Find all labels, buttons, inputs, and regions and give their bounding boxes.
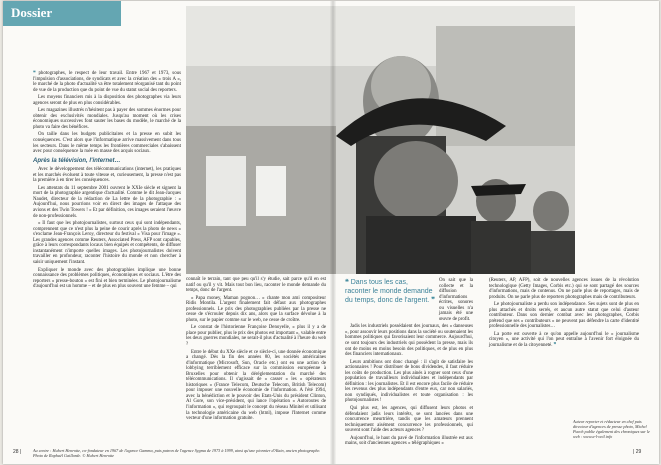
- photo-caption: Au centre : Hubert Henrotte, co-fondateur en 1967 de l'agence Gamma, puis patron de l'agence Sygma de 1973 à 1999, ainsi qu'une pionnier d'Alain, ancien photographe. Photo de Raphaël Gaillarde. © Hubert Henrotte: [33, 448, 321, 458]
- page-number-right: | 29: [633, 449, 642, 455]
- paragraph: La porte est ouverte à ce qu'on appelle aujourd'hui le « journalisme citoyen », une activité qui l'on peut entraîne à l'avenir fort éloignée du journalisme et de la citoyenneté.: [489, 331, 639, 349]
- quote-open-mark: ❝: [345, 279, 349, 286]
- text-column-2: [186, 277, 326, 424]
- author-note: Auteur reporter et rédacteur en chef puis directeur d'agences de presse photo, Michel Puech publie également des chroniques sur le web : www.a-l-oeil.info: [573, 419, 650, 439]
- paragraph: Les magazines illustrés n'hésitent pas à payer des sommes énormes pour obtenir des exclusivités mondiales. Jusqu'au moment où les crises économiques successives font sauter les bases du modèle, le marché de la photo va faire des bénéfices.: [33, 108, 181, 130]
- text-column-4: [489, 278, 639, 351]
- paragraph: Aujourd'hui, le haut du pavé de l'information illustrée est aux mains, soit d'anciennes agences « télégraphiques »: [345, 435, 473, 447]
- page-number-left: 28 |: [13, 449, 22, 455]
- subheading: Après la télévision, l'internet…: [33, 157, 121, 164]
- paragraph: (Reuters, AP, AFP), soit de nouvelles agences issues de la révolution technologique (Getty Images, Corbis etc.) qui se sont partagé des sources d'informations, mais de contenus. On ne parle plus de reportages, mais de produits. On ne parle plus de reporters photographes mais de contributeurs.: [489, 278, 639, 300]
- magazine-spread: [3, 1, 659, 464]
- paragraph: Expliquer le monde avec des photographies implique une bonne connaissance des problèmes politiques, économiques et sociaux. L'être des reporters « presse-bouton » est fini et bien terminées. Le photojournalisme d'aujourd'hui est un homme – et de plus en plus souvent une femme – qui: [33, 267, 181, 290]
- text-column-3: [345, 278, 473, 449]
- paragraph: Avec le développement des télécommunications (internet), les pratiques et les marchés évoluent à toute vitesse et, curieusement, la presse n'est pas la première à en tirer les conséquences.: [33, 167, 181, 184]
- paragraph: Jadis les industriels possédaient des journaux, des « danseuses », pour assouvir leurs positions dans la société ou soutenaient les hommes politiques qui favorisaient leur commerce. Aujourd'hui, ce sont toujours des industriels qui possèdent la presse, mais ils ont de moins en moins besoin des politiques, et de plus en plus des financiers internationaux.: [345, 324, 473, 358]
- paragraph: « Papa money, Maman pognon… » chante mon ami compositeur Ridis Montila. L'argent finalement fait défaut aux photographes professionnels. Le prix des photographies publiées par la presse ne cesse de s'écrouler depuis dix ans, alors que la surface dévolue à la photo, sur le papier comme sur le web, ne cesse de croître.: [186, 295, 326, 323]
- photo-illustration: [186, 6, 575, 274]
- quote-close-mark: ❞: [431, 297, 435, 304]
- quote-mark: ❝: [33, 71, 36, 76]
- quote-close-mark: ❞: [553, 343, 557, 349]
- paragraph: photographes, le respect de leur travail. Entre 1967 et 1973, sous l'impulsion d'associations, de syndicats et avec la création des « trois A », le marché de la photo d'actualité va être totalement réorganisé tant du point de vue de la production que du point de vue du statut social des reporters.: [33, 71, 181, 93]
- paragraph: « Il faut que les photojournalistes, surtout ceux qui sont indépendants, comprennent que ce n'est plus la peine de courir après la photo de news » s'exclame Jean-François Leroy, directeur du festival « Visa pour l'image ». Les grandes agences comme Reuters, Associated Press, AFP sont capables, grâce à leurs correspondants locaux bien équipés et compétents, de diffuser instantanément n'importe quelles images. Les photojournalistes doivent travailler en profondeur, raconter l'histoire du monde et non chercher à saisir uniquement l'instant.: [33, 221, 181, 265]
- paragraph: Entre le début du XXe siècle et ce siècle-ci, une donnée économique a changé. Dès la fin des années 80, les sociétés américaines d'informatique (Microsoft, Sun, Oracle etc.) ont eu une action de lobbying terriblement efficace sur la commission européenne à Bruxelles pour obtenir la déréglementation du marché des télécommunications. Il s'agissait de « casser » les « opérateurs historiques » (France Telecom, Deutsche Telecom, British Telecom) pour imposer une nouvelle économie de l'information. A l'été 1994, avec la bénédiction et le pouvoir des Etats-Unis du président Clinton, Al Gore, son vice-président, qui lance l'opération « Autoroutes de l'information », qui regroupait le concept du réseau Minitel et utilisant la technologie américaine du web (html), impose l'Internet comme vecteur d'une information gratuite.: [186, 349, 326, 422]
- paragraph: On sait que la collecte et la diffusion d'informations écrites, sonores ou visuelles n'a jamais été une œuvre de profit.: [439, 278, 473, 322]
- section-label: Dossier: [11, 5, 53, 20]
- paragraph: Le photojournaliste a perdu son indépendance. Ses sujets sont de plus en plus attachés et droits serrés, et aucun autre statut que celui d'auteur contributeur. Dans son dernier combat avec les photographes, Corbis prétend que ses « contributeurs » ne peuvent pas défendre la carte d'identité professionnelle des journalistes…: [489, 302, 639, 330]
- pull-quote-text: Dans tous les cas, raconter le monde demande du temps, donc de l'argent.: [345, 279, 433, 304]
- paragraph: connaît le terrain, tant que peu qu'il s'y étudie, sait parce qu'il en est natif ou qu'il y vit. Mais tout bon lieu, raconter le monde demande du temps, donc de l'argent.: [186, 277, 326, 294]
- paragraph: Le constat de l'historienne Françoise Denoyelle, « plus il y a de place pour publier, plus le prix des photos est important », valable entre les deux guerres mondiales, ne serait-il plus d'actualité à l'heure du web ?: [186, 325, 327, 348]
- spread-gutter: [330, 1, 336, 464]
- paragraph: Leurs ambitions ont donc changé : il s'agit de satisfaire les actionnaires ! Pour distribuer de bons dividendes, il faut réduire les coûts de production. Les plus ainés à rogner sont ceux d'une population de travailleurs individualistes et indépendants par définition : les journalistes. Et il est encore plus facile de réduire les revenus des plus indépendants d'entre eux, car non salariés, non syndiqués, individualistes et toute organisation : les photojournalistes !: [345, 359, 473, 404]
- reportage-photo: [186, 6, 575, 274]
- section-header: [3, 1, 121, 26]
- paragraph: Qui plus est, les agences, qui diffusent leurs photos et défendaient jadis leurs intérêts, se sont lancées dans une concurrence meurtrière, tandis que les amateurs prennent techniquement aisément concurrence les professionnels, qui souvent sont l'aide des acteurs agences ?: [345, 406, 473, 434]
- text-column-1: [33, 71, 181, 292]
- paragraph: Les moyens financiers mis à la disposition des photographes via leurs agences seront de plus en plus considérables.: [33, 95, 181, 106]
- paragraph: Les attentats du 11 septembre 2001 ouvrent le XXIe siècle et signent la mort de la photographie argentique d'actualité. Comme le dit Jean-Jacques Naudet, directeur de la rédaction de La lettre de la photographie : « Aujourd'hui, nous pourrions voir en direct des images de l'attaque des avions et des Twin Towers ! » Et par définition, ces images seraient l'œuvre de non-professionnels.: [33, 185, 181, 219]
- paragraph: On taille dans les budgets publicitaires et la presse en subit les conséquences. C'est alors que l'informatique arrive massivement dans tous les secteurs. Dans le même temps les frontières commerciales s'abaissent avec pour conséquence la ruée en masse des acquis sociaux.: [33, 132, 181, 155]
